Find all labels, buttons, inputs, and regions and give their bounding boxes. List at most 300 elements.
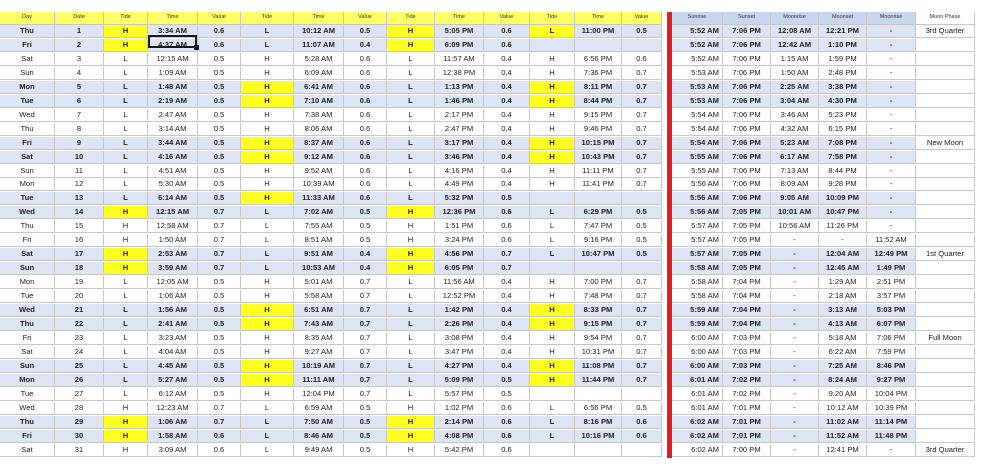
cell-moonset[interactable]: 8:44 PM bbox=[819, 165, 867, 178]
cell-sunrise[interactable]: 6:01 AM bbox=[672, 388, 723, 401]
cell-moonrise[interactable]: 12:42 AM bbox=[771, 39, 819, 52]
cell-value[interactable]: 0.7 bbox=[344, 346, 387, 359]
cell-date[interactable]: 25 bbox=[55, 360, 104, 373]
cell-tide[interactable]: H bbox=[241, 137, 294, 150]
cell-tide[interactable]: L bbox=[104, 360, 148, 373]
cell-tide[interactable]: L bbox=[104, 346, 148, 359]
cell-tide[interactable]: L bbox=[530, 206, 575, 219]
cell-tide[interactable]: L bbox=[104, 304, 148, 317]
cell-tide[interactable]: H bbox=[387, 430, 435, 443]
cell-time[interactable]: 4:16 AM bbox=[148, 151, 198, 164]
cell-time[interactable] bbox=[575, 262, 622, 275]
cell-date[interactable]: 21 bbox=[55, 304, 104, 317]
cell-date[interactable]: 22 bbox=[55, 318, 104, 331]
cell-time[interactable]: 11:57 AM bbox=[435, 53, 484, 66]
header-cell-tide[interactable]: Tide bbox=[530, 12, 575, 25]
cell-moonrise[interactable]: 10:04 PM bbox=[867, 388, 916, 401]
cell-value[interactable]: 0.4 bbox=[484, 109, 530, 122]
cell-moonrise[interactable]: - bbox=[771, 318, 819, 331]
cell-sunset[interactable]: 7:06 PM bbox=[723, 151, 771, 164]
cell-value[interactable]: 0.5 bbox=[484, 374, 530, 387]
cell-value[interactable]: 0.5 bbox=[344, 430, 387, 443]
cell-time[interactable]: 4:56 PM bbox=[435, 248, 484, 261]
cell-time[interactable]: 1:58 AM bbox=[148, 430, 198, 443]
cell-tide[interactable]: L bbox=[241, 430, 294, 443]
cell-moonrise[interactable]: 5:23 AM bbox=[771, 137, 819, 150]
cell-value[interactable]: 0.6 bbox=[484, 416, 530, 429]
cell-tide[interactable]: H bbox=[104, 248, 148, 261]
cell-date[interactable]: 5 bbox=[55, 81, 104, 94]
cell-moonset[interactable]: 12:04 AM bbox=[819, 248, 867, 261]
cell-value[interactable]: 0.5 bbox=[198, 165, 241, 178]
cell-moonrise[interactable]: - bbox=[771, 444, 819, 457]
fill-handle[interactable] bbox=[194, 45, 199, 50]
cell-value[interactable]: 0.6 bbox=[344, 137, 387, 150]
cell-value[interactable]: 0.6 bbox=[484, 39, 530, 52]
cell-date[interactable]: 7 bbox=[55, 109, 104, 122]
cell-tide[interactable]: L bbox=[530, 25, 575, 38]
cell-moon-phase[interactable]: 1st Quarter bbox=[916, 248, 975, 261]
cell-time[interactable]: 10:43 PM bbox=[575, 151, 622, 164]
cell-value[interactable]: 0.7 bbox=[622, 109, 662, 122]
cell-tide[interactable]: L bbox=[104, 388, 148, 401]
cell-moonset[interactable]: 2:18 AM bbox=[819, 290, 867, 303]
cell-moon-phase[interactable]: 3rd Quarter bbox=[916, 444, 975, 457]
cell-value[interactable]: 0.6 bbox=[344, 95, 387, 108]
cell-moon-phase[interactable]: 3rd Quarter bbox=[916, 25, 975, 38]
header-cell-moonrise[interactable]: Moonrise bbox=[771, 12, 819, 25]
cell-time[interactable]: 6:59 AM bbox=[294, 402, 344, 415]
cell-moonset[interactable]: 7:25 AM bbox=[819, 360, 867, 373]
cell-moon-phase[interactable] bbox=[916, 95, 975, 108]
cell-value[interactable]: 0.4 bbox=[484, 67, 530, 80]
cell-value[interactable]: 0.5 bbox=[198, 109, 241, 122]
cell-time[interactable]: 9:54 PM bbox=[575, 332, 622, 345]
cell-time[interactable]: 12:36 PM bbox=[435, 206, 484, 219]
cell-value[interactable]: 0.7 bbox=[344, 304, 387, 317]
cell-time[interactable]: 2:47 AM bbox=[148, 109, 198, 122]
cell-sunrise[interactable]: 5:52 AM bbox=[672, 53, 723, 66]
cell-tide[interactable]: L bbox=[104, 137, 148, 150]
cell-value[interactable]: 0.5 bbox=[622, 25, 662, 38]
cell-sunrise[interactable]: 5:53 AM bbox=[672, 67, 723, 80]
cell-tide[interactable]: L bbox=[387, 346, 435, 359]
header-cell-time[interactable]: Time bbox=[148, 12, 198, 25]
cell-moonset[interactable]: 7:08 PM bbox=[819, 137, 867, 150]
cell-tide[interactable]: H bbox=[387, 444, 435, 457]
cell-time[interactable]: 1:50 AM bbox=[148, 234, 198, 247]
cell-moonrise[interactable]: 2:51 PM bbox=[867, 276, 916, 289]
cell-date[interactable]: 9 bbox=[55, 137, 104, 150]
cell-time[interactable]: 3:23 AM bbox=[148, 332, 198, 345]
header-cell-value[interactable]: Value bbox=[484, 12, 530, 25]
cell-sunrise[interactable]: 5:58 AM bbox=[672, 262, 723, 275]
cell-moon-phase[interactable] bbox=[916, 360, 975, 373]
cell-sunset[interactable]: 7:04 PM bbox=[723, 290, 771, 303]
cell-tide[interactable]: L bbox=[387, 53, 435, 66]
cell-tide[interactable]: H bbox=[530, 53, 575, 66]
cell-time[interactable]: 7:43 AM bbox=[294, 318, 344, 331]
header-cell-sunrise[interactable]: Sunrise bbox=[672, 12, 723, 25]
cell-value[interactable]: 0.7 bbox=[622, 151, 662, 164]
cell-day[interactable]: Tue bbox=[0, 95, 55, 108]
cell-tide[interactable]: L bbox=[387, 374, 435, 387]
cell-time[interactable]: 7:10 AM bbox=[294, 95, 344, 108]
cell-value[interactable]: 0.6 bbox=[484, 430, 530, 443]
cell-tide[interactable]: L bbox=[104, 332, 148, 345]
cell-date[interactable]: 26 bbox=[55, 374, 104, 387]
cell-date[interactable]: 1 bbox=[55, 25, 104, 38]
cell-sunrise[interactable]: 5:56 AM bbox=[672, 192, 723, 205]
cell-time[interactable]: 6:56 PM bbox=[575, 402, 622, 415]
cell-moon-phase[interactable] bbox=[916, 430, 975, 443]
cell-moonrise[interactable]: - bbox=[867, 53, 916, 66]
cell-moonrise[interactable]: - bbox=[771, 374, 819, 387]
cell-tide[interactable]: H bbox=[530, 178, 575, 191]
cell-tide[interactable]: H bbox=[241, 81, 294, 94]
cell-time[interactable]: 10:39 AM bbox=[294, 178, 344, 191]
cell-value[interactable]: 0.7 bbox=[198, 262, 241, 275]
cell-moonrise[interactable]: 8:46 PM bbox=[867, 360, 916, 373]
cell-tide[interactable] bbox=[530, 39, 575, 52]
cell-day[interactable]: Tue bbox=[0, 290, 55, 303]
cell-value[interactable]: 0.6 bbox=[344, 109, 387, 122]
cell-value[interactable]: 0.6 bbox=[622, 53, 662, 66]
cell-moonrise[interactable]: - bbox=[867, 39, 916, 52]
cell-tide[interactable]: L bbox=[387, 151, 435, 164]
cell-day[interactable]: Thu bbox=[0, 318, 55, 331]
cell-value[interactable]: 0.6 bbox=[484, 234, 530, 247]
cell-tide[interactable]: H bbox=[530, 374, 575, 387]
cell-time[interactable]: 7:38 AM bbox=[294, 109, 344, 122]
header-cell-time[interactable]: Time bbox=[435, 12, 484, 25]
cell-sunset[interactable]: 7:06 PM bbox=[723, 67, 771, 80]
cell-moonrise[interactable]: - bbox=[867, 220, 916, 233]
cell-time[interactable]: 3:14 AM bbox=[148, 123, 198, 136]
cell-moonset[interactable]: 10:12 AM bbox=[819, 402, 867, 415]
cell-tide[interactable]: H bbox=[241, 67, 294, 80]
cell-tide[interactable]: L bbox=[530, 430, 575, 443]
cell-moonset[interactable]: 10:09 PM bbox=[819, 192, 867, 205]
cell-tide[interactable]: H bbox=[387, 39, 435, 52]
cell-day[interactable]: Tue bbox=[0, 388, 55, 401]
cell-time[interactable]: 7:02 AM bbox=[294, 206, 344, 219]
cell-day[interactable]: Wed bbox=[0, 304, 55, 317]
cell-value[interactable]: 0.4 bbox=[484, 123, 530, 136]
cell-value[interactable]: 0.6 bbox=[198, 39, 241, 52]
cell-moonset[interactable]: 6:22 AM bbox=[819, 346, 867, 359]
cell-moon-phase[interactable] bbox=[916, 39, 975, 52]
cell-moonset[interactable]: 12:41 PM bbox=[819, 444, 867, 457]
cell-tide[interactable]: L bbox=[387, 178, 435, 191]
cell-moonset[interactable]: 6:15 PM bbox=[819, 123, 867, 136]
cell-tide[interactable]: H bbox=[241, 95, 294, 108]
cell-date[interactable]: 18 bbox=[55, 262, 104, 275]
cell-time[interactable]: 4:27 PM bbox=[435, 360, 484, 373]
cell-tide[interactable]: H bbox=[241, 276, 294, 289]
cell-moonrise[interactable]: - bbox=[771, 262, 819, 275]
cell-time[interactable]: 6:14 AM bbox=[148, 192, 198, 205]
cell-value[interactable]: 0.6 bbox=[344, 165, 387, 178]
cell-moon-phase[interactable] bbox=[916, 206, 975, 219]
cell-date[interactable]: 10 bbox=[55, 151, 104, 164]
cell-value[interactable]: 0.5 bbox=[622, 248, 662, 261]
cell-time[interactable]: 3:09 AM bbox=[148, 444, 198, 457]
cell-tide[interactable]: H bbox=[241, 332, 294, 345]
cell-value[interactable]: 0.7 bbox=[622, 346, 662, 359]
header-cell-tide[interactable]: Tide bbox=[387, 12, 435, 25]
cell-time[interactable]: 9:51 AM bbox=[294, 248, 344, 261]
cell-tide[interactable]: H bbox=[530, 346, 575, 359]
cell-time[interactable]: 2:41 AM bbox=[148, 318, 198, 331]
cell-moon-phase[interactable] bbox=[916, 151, 975, 164]
cell-moonrise[interactable]: - bbox=[771, 234, 819, 247]
cell-date[interactable]: 13 bbox=[55, 192, 104, 205]
cell-day[interactable]: Thu bbox=[0, 416, 55, 429]
cell-time[interactable]: 3:17 PM bbox=[435, 137, 484, 150]
cell-moonrise[interactable]: 3:04 AM bbox=[771, 95, 819, 108]
cell-tide[interactable]: H bbox=[530, 151, 575, 164]
cell-value[interactable]: 0.5 bbox=[198, 304, 241, 317]
cell-sunset[interactable]: 7:05 PM bbox=[723, 234, 771, 247]
header-cell-value[interactable]: Value bbox=[344, 12, 387, 25]
cell-time[interactable]: 5:01 AM bbox=[294, 276, 344, 289]
cell-time[interactable]: 1:02 PM bbox=[435, 402, 484, 415]
cell-time[interactable]: 12:05 AM bbox=[148, 276, 198, 289]
cell-value[interactable]: 0.6 bbox=[484, 220, 530, 233]
cell-sunrise[interactable]: 5:53 AM bbox=[672, 95, 723, 108]
cell-tide[interactable]: H bbox=[530, 276, 575, 289]
cell-moonset[interactable]: 11:02 AM bbox=[819, 416, 867, 429]
cell-tide[interactable]: H bbox=[530, 109, 575, 122]
cell-moonrise[interactable]: - bbox=[867, 25, 916, 38]
cell-time[interactable]: 10:15 PM bbox=[575, 137, 622, 150]
cell-time[interactable]: 2:26 PM bbox=[435, 318, 484, 331]
cell-time[interactable]: 9:16 PM bbox=[575, 234, 622, 247]
cell-moonset[interactable]: 10:47 PM bbox=[819, 206, 867, 219]
cell-day[interactable]: Fri bbox=[0, 39, 55, 52]
cell-tide[interactable]: L bbox=[530, 416, 575, 429]
cell-value[interactable]: 0.5 bbox=[198, 123, 241, 136]
cell-tide[interactable]: L bbox=[530, 248, 575, 261]
cell-time[interactable]: 8:44 PM bbox=[575, 95, 622, 108]
cell-tide[interactable]: L bbox=[387, 304, 435, 317]
cell-time[interactable]: 4:37 AM bbox=[148, 39, 198, 52]
cell-tide[interactable]: H bbox=[530, 360, 575, 373]
cell-moon-phase[interactable] bbox=[916, 416, 975, 429]
cell-tide[interactable]: H bbox=[387, 248, 435, 261]
cell-value[interactable]: 0.4 bbox=[484, 276, 530, 289]
cell-sunset[interactable]: 7:03 PM bbox=[723, 360, 771, 373]
cell-tide[interactable]: H bbox=[530, 67, 575, 80]
cell-tide[interactable]: L bbox=[104, 53, 148, 66]
cell-time[interactable]: 6:05 PM bbox=[435, 262, 484, 275]
cell-value[interactable]: 0.7 bbox=[198, 206, 241, 219]
cell-tide[interactable]: H bbox=[241, 53, 294, 66]
cell-tide[interactable]: L bbox=[387, 332, 435, 345]
cell-time[interactable]: 3:46 PM bbox=[435, 151, 484, 164]
cell-value[interactable]: 0.6 bbox=[484, 25, 530, 38]
cell-time[interactable]: 8:35 AM bbox=[294, 332, 344, 345]
cell-value[interactable]: 0.4 bbox=[484, 151, 530, 164]
header-cell-value[interactable]: Value bbox=[622, 12, 662, 25]
cell-sunset[interactable]: 7:05 PM bbox=[723, 262, 771, 275]
cell-value[interactable]: 0.6 bbox=[344, 81, 387, 94]
cell-moon-phase[interactable]: Full Moon bbox=[916, 332, 975, 345]
cell-value[interactable]: 0.5 bbox=[344, 25, 387, 38]
cell-sunrise[interactable]: 5:57 AM bbox=[672, 220, 723, 233]
cell-sunset[interactable]: 7:05 PM bbox=[723, 220, 771, 233]
cell-tide[interactable]: L bbox=[530, 220, 575, 233]
cell-sunrise[interactable]: 6:01 AM bbox=[672, 374, 723, 387]
cell-moonrise[interactable]: 4:32 AM bbox=[771, 123, 819, 136]
cell-time[interactable]: 7:48 PM bbox=[575, 290, 622, 303]
cell-time[interactable]: 9:15 PM bbox=[575, 318, 622, 331]
cell-sunrise[interactable]: 5:52 AM bbox=[672, 25, 723, 38]
cell-sunrise[interactable]: 5:54 AM bbox=[672, 123, 723, 136]
cell-sunrise[interactable]: 5:58 AM bbox=[672, 276, 723, 289]
cell-moonrise[interactable]: - bbox=[771, 248, 819, 261]
cell-sunset[interactable]: 7:00 PM bbox=[723, 444, 771, 457]
cell-value[interactable]: 0.7 bbox=[622, 360, 662, 373]
cell-time[interactable]: 6:41 AM bbox=[294, 81, 344, 94]
cell-time[interactable]: 1:13 PM bbox=[435, 81, 484, 94]
cell-tide[interactable]: H bbox=[241, 304, 294, 317]
cell-value[interactable]: 0.6 bbox=[344, 53, 387, 66]
cell-tide[interactable]: L bbox=[241, 25, 294, 38]
cell-sunset[interactable]: 7:06 PM bbox=[723, 53, 771, 66]
cell-sunset[interactable]: 7:04 PM bbox=[723, 318, 771, 331]
cell-time[interactable]: 5:57 PM bbox=[435, 388, 484, 401]
cell-sunrise[interactable]: 5:53 AM bbox=[672, 81, 723, 94]
cell-date[interactable]: 15 bbox=[55, 220, 104, 233]
cell-moonset[interactable]: - bbox=[819, 234, 867, 247]
cell-tide[interactable]: H bbox=[104, 234, 148, 247]
cell-value[interactable]: 0.5 bbox=[198, 137, 241, 150]
cell-moon-phase[interactable] bbox=[916, 192, 975, 205]
cell-time[interactable]: 10:31 PM bbox=[575, 346, 622, 359]
cell-moonrise[interactable]: - bbox=[867, 81, 916, 94]
cell-time[interactable]: 1:42 PM bbox=[435, 304, 484, 317]
cell-sunset[interactable]: 7:04 PM bbox=[723, 304, 771, 317]
cell-value[interactable]: 0.5 bbox=[198, 178, 241, 191]
cell-tide[interactable]: H bbox=[241, 388, 294, 401]
cell-tide[interactable]: H bbox=[241, 290, 294, 303]
cell-time[interactable]: 7:50 AM bbox=[294, 416, 344, 429]
cell-value[interactable]: 0.4 bbox=[344, 248, 387, 261]
cell-tide[interactable]: H bbox=[387, 402, 435, 415]
cell-value[interactable]: 0.5 bbox=[344, 416, 387, 429]
cell-time[interactable] bbox=[575, 444, 622, 457]
cell-value[interactable]: 0.7 bbox=[622, 332, 662, 345]
cell-tide[interactable]: L bbox=[104, 178, 148, 191]
cell-date[interactable]: 3 bbox=[55, 53, 104, 66]
cell-moon-phase[interactable] bbox=[916, 346, 975, 359]
cell-day[interactable]: Sun bbox=[0, 165, 55, 178]
cell-moonrise[interactable]: 12:49 PM bbox=[867, 248, 916, 261]
cell-time[interactable]: 12:58 AM bbox=[148, 220, 198, 233]
cell-sunrise[interactable]: 5:56 AM bbox=[672, 178, 723, 191]
cell-moonrise[interactable]: - bbox=[771, 276, 819, 289]
cell-time[interactable]: 9:49 AM bbox=[294, 444, 344, 457]
cell-date[interactable]: 19 bbox=[55, 276, 104, 289]
cell-sunset[interactable]: 7:06 PM bbox=[723, 39, 771, 52]
cell-moonset[interactable]: 1:59 PM bbox=[819, 53, 867, 66]
cell-day[interactable]: Sat bbox=[0, 248, 55, 261]
cell-moonrise[interactable]: 3:46 AM bbox=[771, 109, 819, 122]
header-cell-moonset[interactable]: Moonset bbox=[819, 12, 867, 25]
cell-tide[interactable]: H bbox=[241, 123, 294, 136]
cell-moon-phase[interactable]: New Moon bbox=[916, 137, 975, 150]
cell-time[interactable]: 8:46 AM bbox=[294, 430, 344, 443]
cell-sunset[interactable]: 7:02 PM bbox=[723, 388, 771, 401]
cell-tide[interactable]: H bbox=[387, 206, 435, 219]
cell-moonrise[interactable]: - bbox=[867, 192, 916, 205]
cell-tide[interactable]: L bbox=[387, 388, 435, 401]
cell-time[interactable]: 1:06 AM bbox=[148, 416, 198, 429]
cell-tide[interactable]: H bbox=[241, 346, 294, 359]
cell-time[interactable]: 4:51 AM bbox=[148, 165, 198, 178]
cell-time[interactable]: 1:51 PM bbox=[435, 220, 484, 233]
cell-sunrise[interactable]: 5:54 AM bbox=[672, 109, 723, 122]
cell-date[interactable]: 11 bbox=[55, 165, 104, 178]
cell-tide[interactable]: L bbox=[387, 109, 435, 122]
cell-time[interactable]: 11:33 AM bbox=[294, 192, 344, 205]
cell-tide[interactable]: H bbox=[104, 430, 148, 443]
cell-value[interactable]: 0.6 bbox=[484, 444, 530, 457]
cell-tide[interactable]: L bbox=[387, 192, 435, 205]
cell-value[interactable]: 0.7 bbox=[622, 165, 662, 178]
cell-moonrise[interactable]: 7:13 AM bbox=[771, 165, 819, 178]
cell-date[interactable]: 24 bbox=[55, 346, 104, 359]
cell-day[interactable]: Sat bbox=[0, 444, 55, 457]
cell-sunrise[interactable]: 6:02 AM bbox=[672, 444, 723, 457]
cell-day[interactable]: Fri bbox=[0, 332, 55, 345]
cell-tide[interactable]: H bbox=[530, 318, 575, 331]
cell-moonset[interactable]: 5:18 AM bbox=[819, 332, 867, 345]
cell-sunset[interactable]: 7:03 PM bbox=[723, 346, 771, 359]
cell-value[interactable]: 0.7 bbox=[198, 220, 241, 233]
cell-time[interactable]: 6:51 AM bbox=[294, 304, 344, 317]
cell-value[interactable]: 0.5 bbox=[344, 220, 387, 233]
cell-moonset[interactable]: 7:58 PM bbox=[819, 151, 867, 164]
cell-time[interactable]: 11:41 PM bbox=[575, 178, 622, 191]
cell-moon-phase[interactable] bbox=[916, 276, 975, 289]
header-cell-moonrise[interactable]: Moonrise bbox=[867, 12, 916, 25]
cell-moon-phase[interactable] bbox=[916, 374, 975, 387]
cell-tide[interactable]: L bbox=[241, 39, 294, 52]
cell-tide[interactable]: L bbox=[241, 416, 294, 429]
cell-time[interactable]: 5:09 PM bbox=[435, 374, 484, 387]
cell-day[interactable]: Sun bbox=[0, 360, 55, 373]
cell-time[interactable]: 10:19 AM bbox=[294, 360, 344, 373]
cell-tide[interactable]: H bbox=[104, 25, 148, 38]
cell-moonset[interactable]: 12:45 AM bbox=[819, 262, 867, 275]
cell-tide[interactable]: H bbox=[104, 206, 148, 219]
cell-value[interactable]: 0.7 bbox=[344, 290, 387, 303]
cell-tide[interactable]: L bbox=[104, 192, 148, 205]
cell-time[interactable]: 6:12 AM bbox=[148, 388, 198, 401]
cell-moonrise[interactable]: 3:57 PM bbox=[867, 290, 916, 303]
cell-value[interactable]: 0.4 bbox=[484, 53, 530, 66]
cell-moon-phase[interactable] bbox=[916, 388, 975, 401]
cell-value[interactable]: 0.4 bbox=[484, 95, 530, 108]
cell-time[interactable]: 8:11 PM bbox=[575, 81, 622, 94]
cell-sunset[interactable]: 7:01 PM bbox=[723, 416, 771, 429]
cell-tide[interactable]: L bbox=[104, 276, 148, 289]
cell-day[interactable]: Fri bbox=[0, 137, 55, 150]
cell-tide[interactable]: H bbox=[530, 332, 575, 345]
